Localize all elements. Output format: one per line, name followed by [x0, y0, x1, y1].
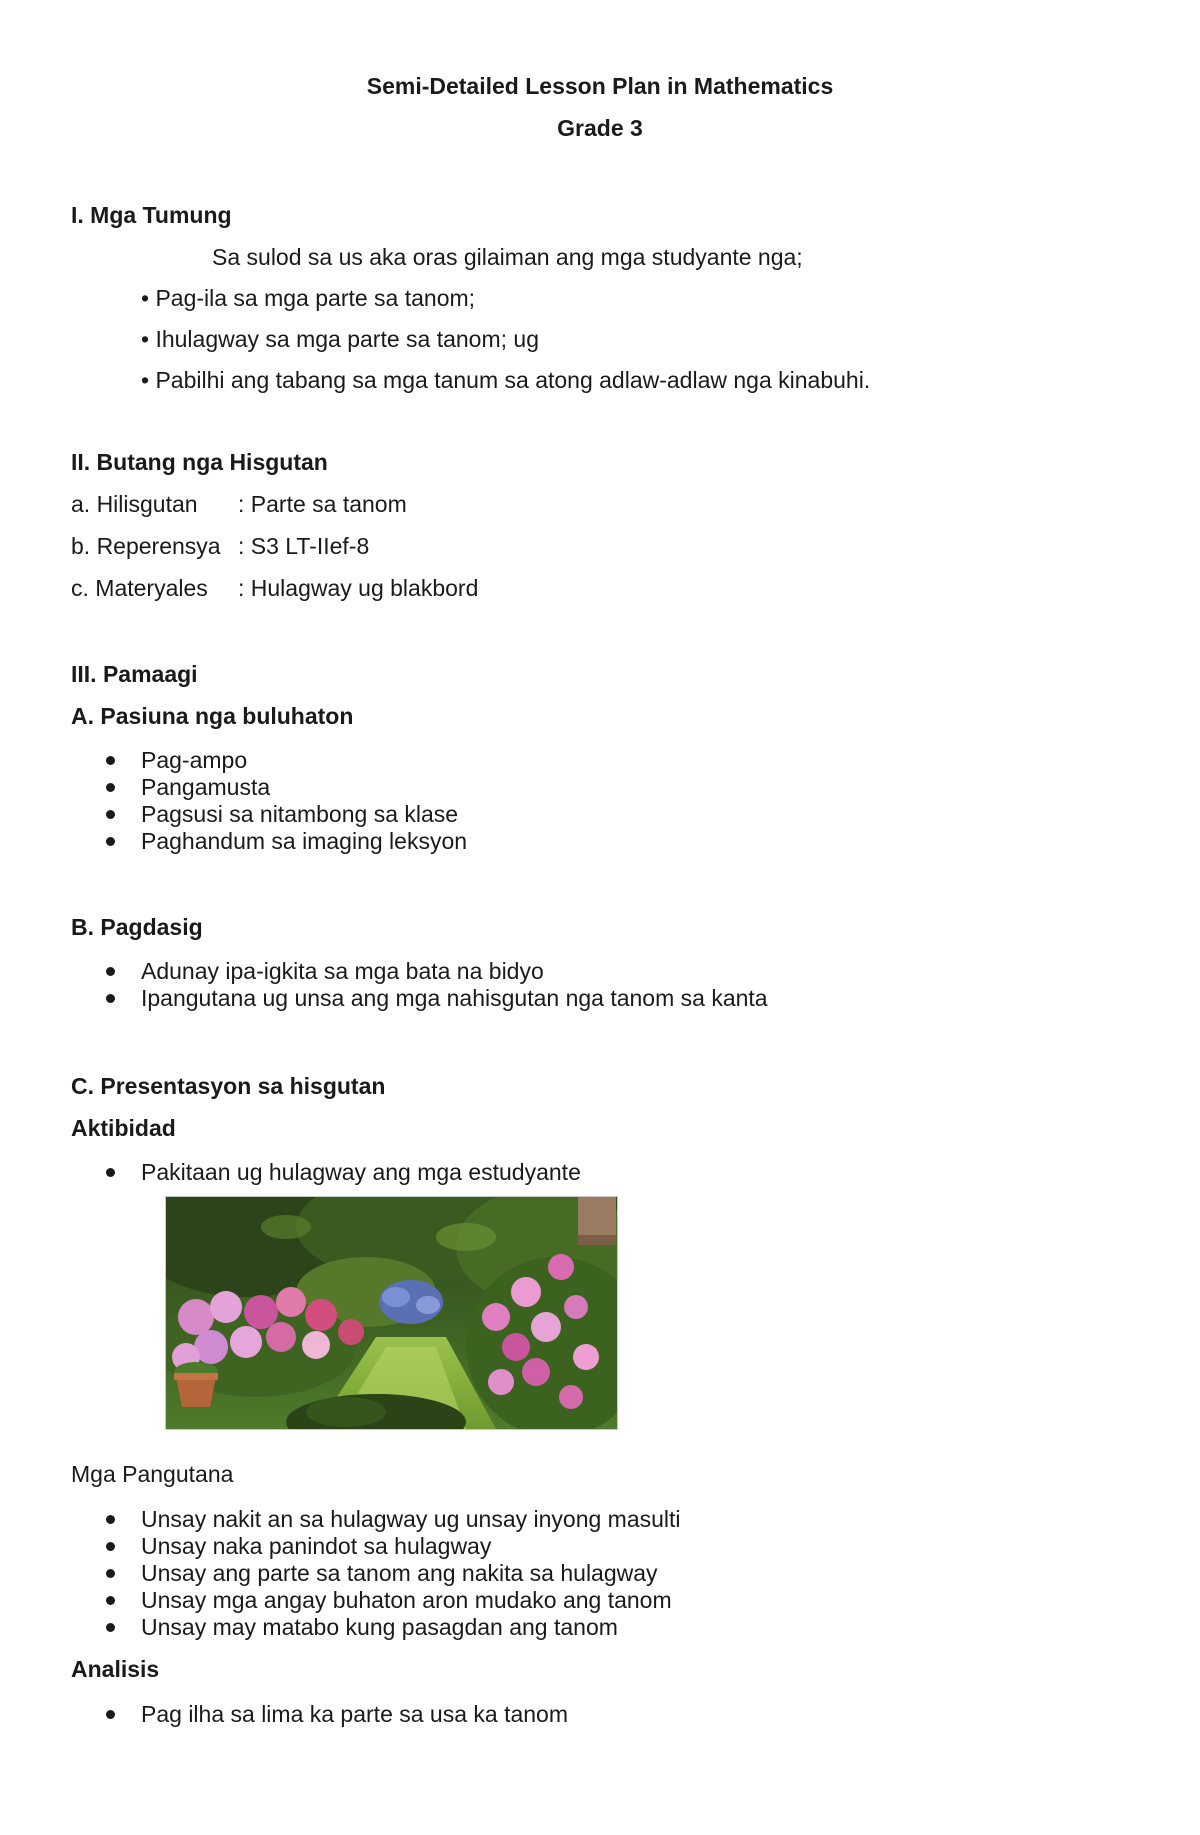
bullet-icon [106, 1596, 115, 1605]
materials-row-value: : Hulagway ug blakbord [238, 575, 479, 601]
section-objectives-heading: I. Mga Tumung [71, 202, 232, 228]
bullet-icon [106, 1168, 115, 1177]
list-item: Paghandum sa imaging leksyon [141, 828, 468, 854]
materials-row-label: c. Materyales [71, 575, 208, 601]
question-item: Unsay may matabo kung pasagdan ang tanom [141, 1614, 618, 1640]
objectives-intro: Sa sulod sa us aka oras gilaiman ang mga studyante nga; [212, 244, 803, 270]
bullet-icon [106, 837, 115, 846]
bullet-icon [106, 967, 115, 976]
presentation-heading: C. Presentasyon sa hisgutan [71, 1073, 386, 1099]
bullet-icon [106, 1542, 115, 1551]
section-subject-matter-heading: II. Butang nga Hisgutan [71, 449, 328, 475]
subject-row-value: : Parte sa tanom [238, 491, 407, 517]
bullet-icon [106, 1710, 115, 1719]
preliminary-activities-heading: A. Pasiuna nga buluhaton [71, 703, 354, 729]
list-item: Pag ilha sa lima ka parte sa usa ka tanom [141, 1701, 569, 1727]
section-procedure-heading: III. Pamaagi [71, 661, 198, 687]
list-item: Adunay ipa-igkita sa mga bata na bidyo [141, 958, 544, 984]
bullet-icon [106, 810, 115, 819]
list-item: Ipangutana ug unsa ang mga nahisgutan nga tanom sa kanta [141, 985, 768, 1011]
list-item: Pagsusi sa nitambong sa klase [141, 801, 459, 827]
list-item: Pangamusta [141, 774, 271, 800]
objective-item: • Ihulagway sa mga parte sa tanom; ug [141, 326, 539, 352]
questions-heading: Mga Pangutana [71, 1461, 234, 1487]
document-title: Semi-Detailed Lesson Plan in Mathematics [366, 73, 834, 99]
question-item: Unsay nakit an sa hulagway ug unsay inyong masulti [141, 1506, 681, 1532]
analysis-heading: Analisis [71, 1656, 160, 1682]
bullet-icon [106, 1569, 115, 1578]
reference-row-value: : S3 LT-IIef-8 [238, 533, 370, 559]
list-item: Pag-ampo [141, 747, 248, 773]
motivation-heading: B. Pagdasig [71, 914, 203, 940]
bullet-icon [106, 1623, 115, 1632]
subject-row-label: a. Hilisgutan [71, 491, 198, 517]
garden-with-hydrangeas-photo [165, 1196, 618, 1430]
grade-label: Grade 3 [557, 115, 643, 141]
objective-item: • Pabilhi ang tabang sa mga tanum sa atong adlaw-adlaw nga kinabuhi. [141, 367, 871, 393]
bullet-icon [106, 994, 115, 1003]
bullet-icon [106, 1515, 115, 1524]
bullet-icon [106, 783, 115, 792]
question-item: Unsay naka panindot sa hulagway [141, 1533, 492, 1559]
reference-row-label: b. Reperensya [71, 533, 221, 559]
question-item: Unsay ang parte sa tanom ang nakita sa hulagway [141, 1560, 658, 1586]
activity-heading: Aktibidad [71, 1115, 176, 1141]
objective-item: • Pag-ila sa mga parte sa tanom; [141, 285, 476, 311]
list-item: Pakitaan ug hulagway ang mga estudyante [141, 1159, 581, 1185]
bullet-icon [106, 756, 115, 765]
question-item: Unsay mga angay buhaton aron mudako ang tanom [141, 1587, 672, 1613]
